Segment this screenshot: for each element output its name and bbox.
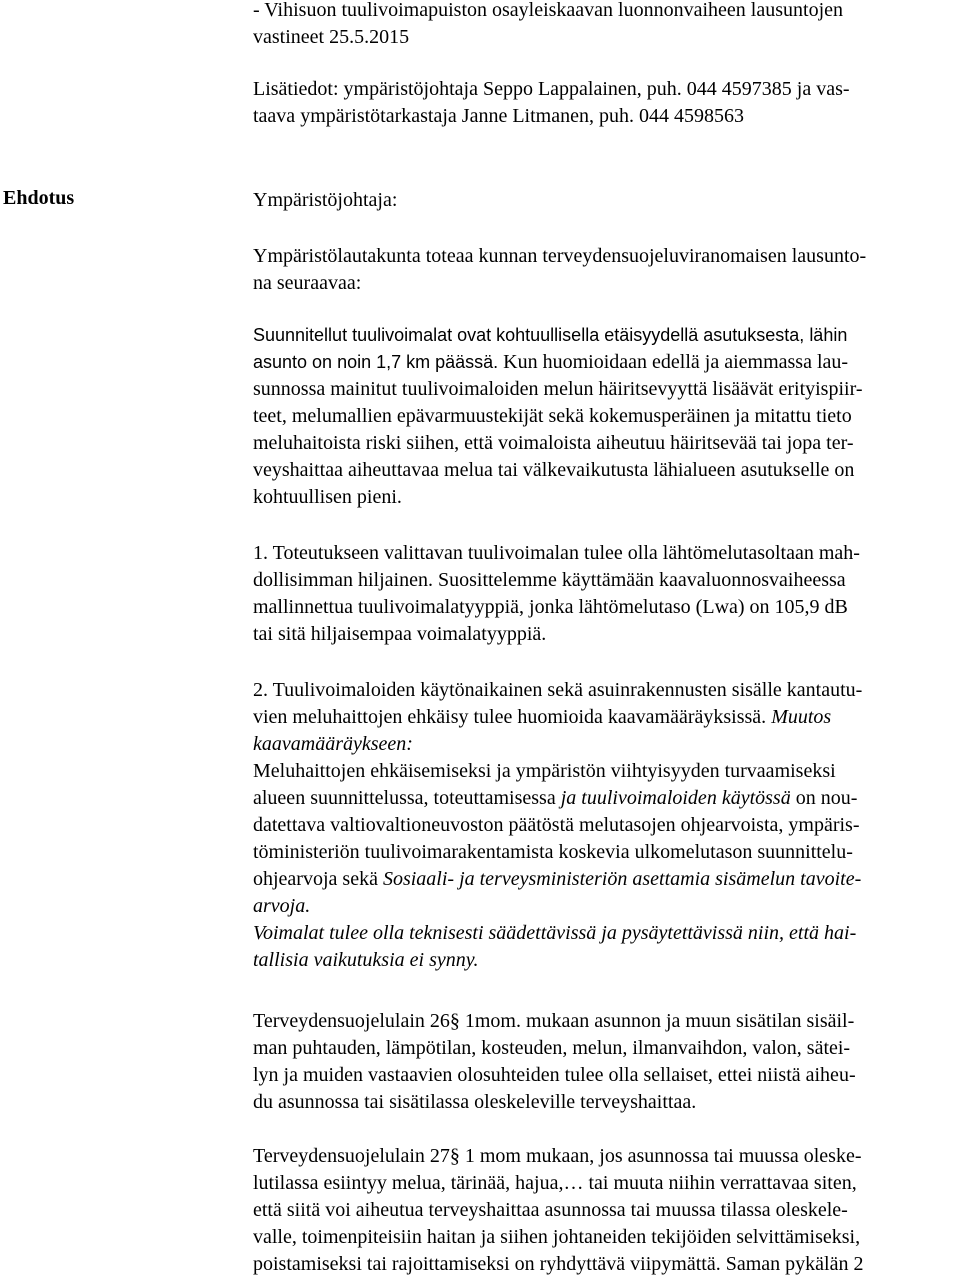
text-line: taava ympäristötarkastaja Janne Litmanen, puh. 044 4598563 [253, 105, 744, 127]
text-run: vien meluhaittojen ehkäisy tulee huomioida kaavamääräyksissä. [253, 706, 772, 728]
distance-paragraph [253, 322, 958, 511]
text-line: teet, melumallien epävarmuustekijät sekä kokemusperäinen ja mitattu tieto [253, 405, 852, 427]
text-line: tai sitä hiljaisempaa voimalatyyppiä. [253, 623, 547, 645]
text-run: on nou- [790, 787, 858, 809]
text-line: - Vihisuon tuulivoimapuiston osayleiskaavan luonnonvaiheen lausuntojen [253, 0, 844, 21]
text-line [253, 704, 958, 731]
proposal-author [253, 187, 958, 214]
text-line: vastineet 25.5.2015 [253, 26, 410, 48]
text-line: Ympäristöjohtaja: [253, 189, 398, 211]
text-line: du asunnossa tai sisätilassa oleskeleville terveyshaittaa. [253, 1091, 697, 1113]
text-line: Terveydensuojelulain 26§ 1mom. mukaan asunnon ja muun sisätilan sisäil- [253, 1010, 855, 1032]
health-act-section-26 [253, 1008, 958, 1116]
text-line: kohtuullisen pieni. [253, 486, 402, 508]
text-run: ohjearvoja sekä [253, 868, 383, 890]
intro-paragraph [253, 0, 958, 51]
text-line: sunnossa mainitut tuulivoimaloiden melun häiritsevyyttä lisäävät erityispiir- [253, 378, 863, 400]
text-run: ja tuulivoimaloiden käytössä [560, 787, 791, 809]
text-line: että siitä voi aiheutua terveyshaittaa asunnossa tai muussa tilassa oleskele- [253, 1199, 848, 1221]
proposal-lead-paragraph [253, 243, 958, 297]
text-line: man puhtauden, lämpötilan, kosteuden, melun, ilmanvaihdon, valon, sätei- [253, 1037, 851, 1059]
text-line: na seuraavaa: [253, 272, 362, 294]
text-line: datettava valtiovaltioneuvoston päätöstä melutasojen ohjearvoista, ympäris- [253, 814, 860, 836]
text-line: meluhaitoista riski siihen, että voimaloista aiheutuu häiritsevää tai jopa ter- [253, 432, 854, 454]
text-line: kaavamääräykseen: [253, 733, 413, 755]
text-line [253, 866, 958, 893]
numbered-item-1 [253, 540, 958, 648]
text-line: lyn ja muiden vastaavien olosuhteiden tulee olla sellaiset, ettei niistä aiheu- [253, 1064, 856, 1086]
text-run: asunto on noin 1,7 km päässä. [253, 352, 499, 372]
text-line: Meluhaittojen ehkäisemiseksi ja ympäristön viihtyisyyden turvaamiseksi [253, 760, 836, 782]
text-line: poistamiseksi tai rajoittamiseksi on ryhdyttävä viipymättä. Saman pykälän 2 [253, 1253, 864, 1275]
text-line: veyshaittaa aiheuttavaa melua tai välkevaikutusta lähialueen asutukselle on [253, 459, 855, 481]
text-line: lutilassa esiintyy melua, tärinää, hajua,… tai muuta niihin verrattavaa siten, [253, 1172, 857, 1194]
text-line: mallinnettua tuulivoimalatyyppiä, jonka lähtömelutaso (Lwa) on 105,9 dB [253, 596, 848, 618]
numbered-item-2 [253, 677, 958, 974]
text-line: 2. Tuulivoimaloiden käytönaikainen sekä asuinrakennusten sisälle kantautu- [253, 679, 863, 701]
text-line: Suunnitellut tuulivoimalat ovat kohtuullisella etäisyydellä asutuksesta, lähin [253, 325, 848, 345]
text-line: arvoja. [253, 895, 311, 917]
health-act-section-27 [253, 1143, 958, 1278]
text-line [253, 349, 958, 376]
text-line: dollisimman hiljainen. Suosittelemme käyttämään kaavaluonnosvaiheessa [253, 569, 846, 591]
text-line: 1. Toteutukseen valittavan tuulivoimalan tulee olla lähtömelutasoltaan mah- [253, 542, 860, 564]
section-heading-ehdotus: Ehdotus [3, 187, 75, 209]
text-line: Voimalat tulee olla teknisesti säädettävissä ja pysäytettävissä niin, että hai- [253, 922, 857, 944]
text-run: Muutos [771, 706, 832, 728]
text-run: Kun huomioidaan edellä ja aiemmassa lau- [498, 351, 849, 373]
text-line: Ympäristölautakunta toteaa kunnan terveydensuojeluviranomaisen lausunto- [253, 245, 867, 267]
text-line: Terveydensuojelulain 27§ 1 mom mukaan, jos asunnossa tai muussa oleske- [253, 1145, 862, 1167]
text-run: alueen suunnittelussa, toteuttamisessa [253, 787, 561, 809]
text-line: tallisia vaikutuksia ei synny. [253, 949, 479, 971]
text-line: töministeriön tuulivoimarakentamista koskevia ulkomelutason suunnittelu- [253, 841, 853, 863]
text-line: Lisätiedot: ympäristöjohtaja Seppo Lappalainen, puh. 044 4597385 ja vas- [253, 78, 850, 100]
text-line [253, 785, 958, 812]
text-run: Sosiaali- ja terveysministeriön asettamia sisämelun tavoite- [382, 868, 862, 890]
text-line: valle, toimenpiteisiin haitan ja siihen johtaneiden tekijöiden selvittämiseksi, [253, 1226, 861, 1248]
contact-paragraph [253, 76, 958, 130]
